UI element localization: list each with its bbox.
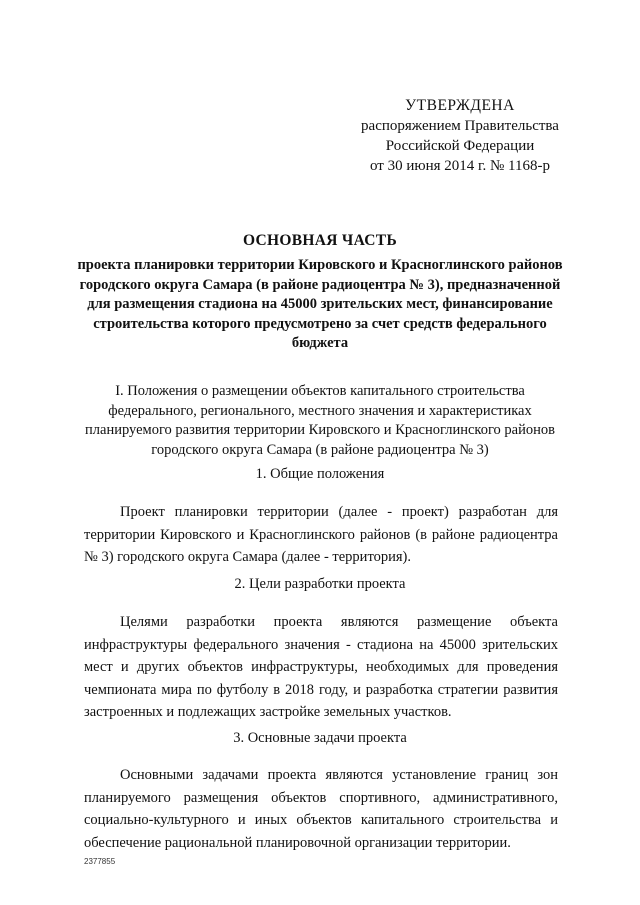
document-title: ОСНОВНАЯ ЧАСТЬ bbox=[243, 232, 397, 249]
subsection-1-text: Проект планировки территории (далее - проект) разработан для территории Кировского и Красноглинского районов (в районе радиоцентра № 3) городского округа Самара (далее - территория). bbox=[84, 504, 558, 565]
approval-stamp bbox=[340, 96, 580, 176]
subsection-2-heading: 2. Цели разработки проекта bbox=[234, 576, 406, 592]
document-subtitle: проекта планировки территории Кировского и Красноглинского районов городского округа Самара (в районе радиоцентра № 3), предназначенной для размещения стадиона на 45000 зрительских мест, финансирование строительства которого предусмотрено за счет средств федерального бюджета bbox=[77, 257, 563, 351]
document-number: 2377855 bbox=[84, 857, 116, 866]
approval-line-2: Российской Федерации bbox=[385, 138, 535, 154]
approval-heading: УТВЕРЖДЕНА bbox=[405, 97, 515, 114]
section-1-heading: I. Положения о размещении объектов капитального строительства федерального, регионального, местного значения и характеристиках планируемого развития территории Кировского и Красноглинского районов городского округа Самара (в районе радиоцентра № 3) bbox=[85, 383, 555, 458]
subsection-3-text: Основными задачами проекта являются установление границ зон планируемого размещения объектов спортивного, административного, социально-культурного и иных объектов капитального строительства и обеспечение рациональной планировочной организации территории. bbox=[84, 767, 558, 851]
subsection-1-heading: 1. Общие положения bbox=[255, 466, 385, 482]
approval-line-1: распоряжением Правительства bbox=[361, 118, 559, 134]
approval-line-3: от 30 июня 2014 г. № 1168-р bbox=[370, 158, 550, 174]
subsection-2-text: Целями разработки проекта являются размещение объекта инфраструктуры федерального значения - стадиона на 45000 зрительских мест и других объектов инфраструктуры, необходимых для проведения чемпионата мира по футболу в 2018 году, и разработка стратегии развития застроенных и подлежащих застройке земельных участков. bbox=[84, 614, 558, 720]
subsection-3-heading: 3. Основные задачи проекта bbox=[233, 730, 407, 746]
